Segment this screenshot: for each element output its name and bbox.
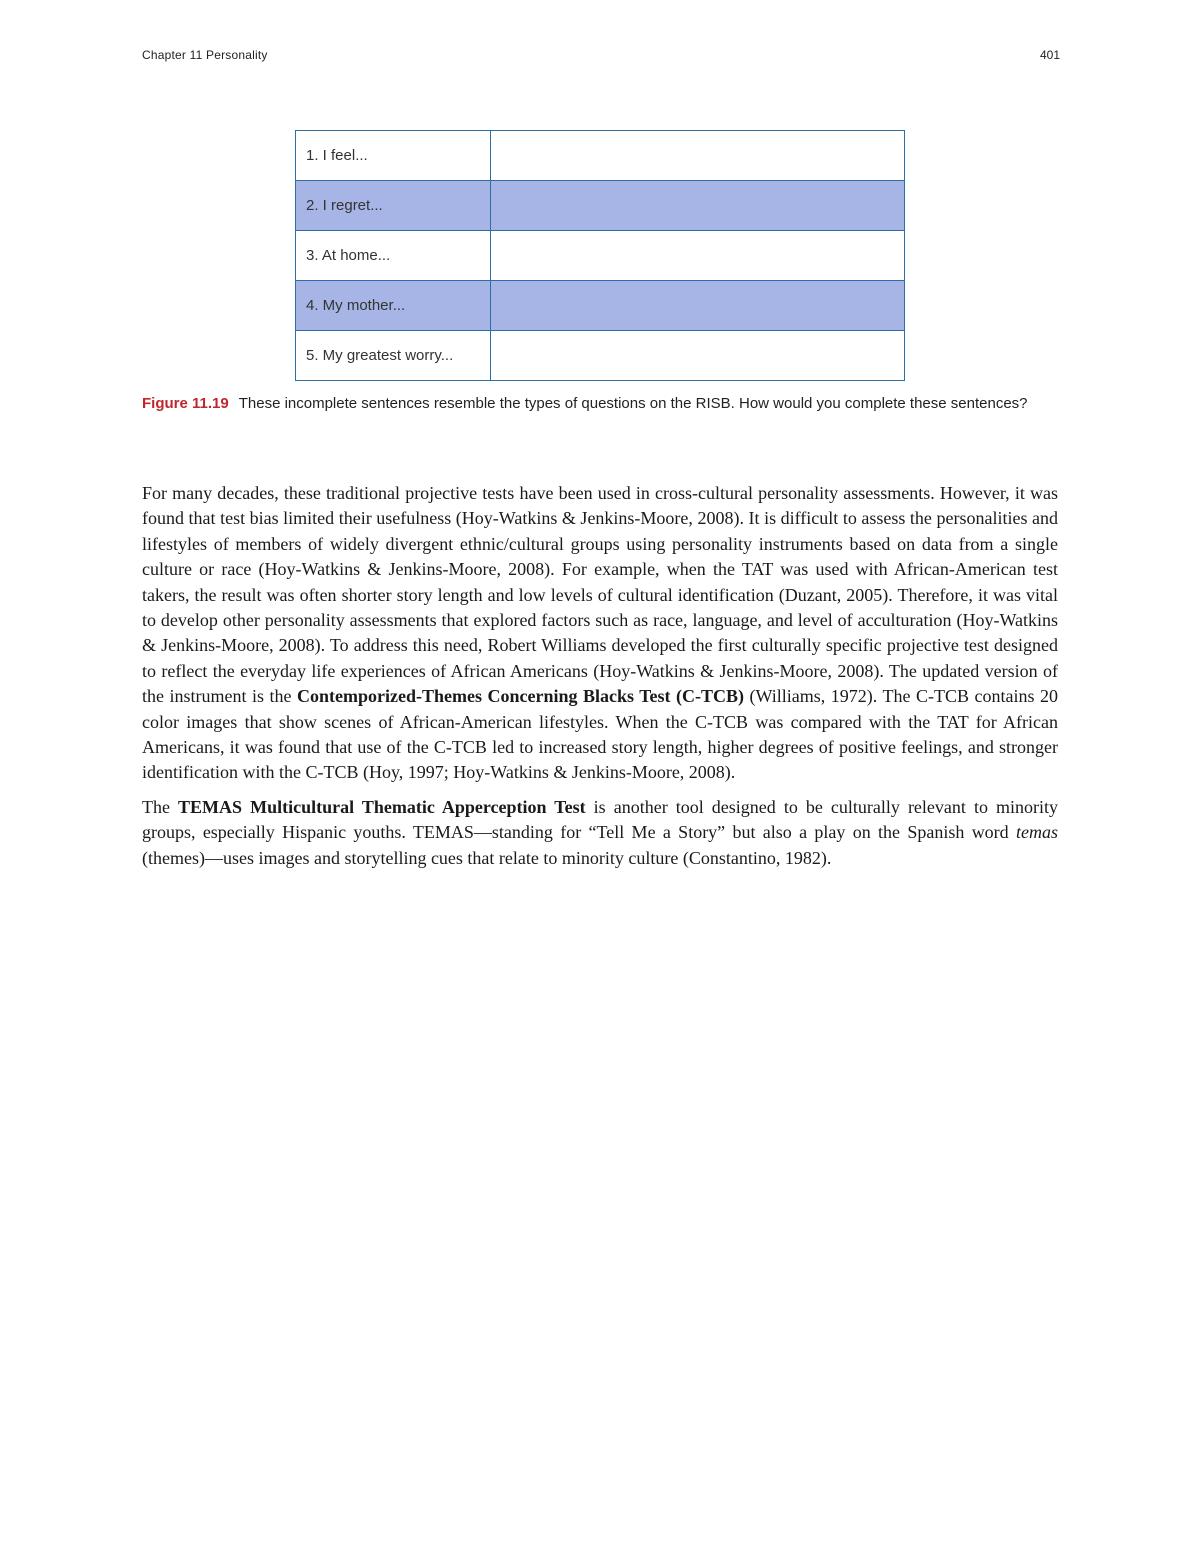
body-text bbox=[142, 481, 1058, 880]
response-cell bbox=[491, 281, 905, 331]
response-cell bbox=[491, 231, 905, 281]
prompt-cell: 3. At home... bbox=[296, 231, 491, 281]
table-row bbox=[296, 281, 905, 331]
sentence-completion-table bbox=[295, 130, 905, 381]
prompt-cell: 1. I feel... bbox=[296, 131, 491, 181]
page-number: 401 bbox=[1039, 48, 1060, 62]
text-run: (themes)—uses images and storytelling cues that relate to minority culture (Constantino, 1982). bbox=[142, 847, 832, 868]
running-header bbox=[142, 48, 1060, 66]
table-row bbox=[296, 181, 905, 231]
text-run: is another tool designed to be culturally relevant to minority groups, especially Hispanic youths. TEMAS—standing for “Tell Me a Story” but also a play on the Spanish word bbox=[142, 796, 1059, 843]
key-term: TEMAS Multicultural Thematic Apperception Test bbox=[178, 796, 586, 817]
figure-caption bbox=[142, 394, 1057, 414]
figure-label: Figure 11.19 bbox=[142, 395, 229, 412]
text-run: The bbox=[142, 796, 179, 817]
response-cell bbox=[491, 131, 905, 181]
key-term: Contemporized-Themes Concerning Blacks Test (C-TCB) bbox=[297, 686, 745, 707]
paragraph bbox=[142, 795, 1058, 871]
prompt-cell: 2. I regret... bbox=[296, 181, 491, 231]
prompt-cell: 5. My greatest worry... bbox=[296, 331, 491, 381]
chapter-title: Chapter 11 Personality bbox=[142, 48, 268, 62]
paragraph bbox=[142, 481, 1058, 786]
table-row bbox=[296, 331, 905, 381]
text-run: For many decades, these traditional projective tests have been used in cross-cultural personality assessments. However, it was found that test bias limited their usefulness (Hoy-Watkins & Jenkins-Moore, 2008). It is difficult to assess the personalities and lifestyles of members of widely divergent ethnic/cultural groups using personality instruments based on data from a single culture or race (Hoy-Watkins & Jenkins-Moore, 2008). For example, when the TAT was used with African-American test takers, the result was often shorter story length and low levels of cultural identification (Duzant, 2005). Therefore, it was vital to develop other personality assessments that explored factors such as race, language, and level of acculturation (Hoy-Watkins & Jenkins-Moore, 2008). To address this need, Robert Williams developed the first culturally specific projective test designed to reflect the everyday life experiences of African Americans (Hoy-Watkins & Jenkins-Moore, 2008). The updated version of the instrument is the bbox=[142, 483, 1058, 707]
response-cell bbox=[491, 331, 905, 381]
caption-text: These incomplete sentences resemble the types of questions on the RISB. How would you complete these sentences? bbox=[238, 395, 1028, 412]
table-row bbox=[296, 131, 905, 181]
prompt-cell: 4. My mother... bbox=[296, 281, 491, 331]
italic-term: temas bbox=[1016, 822, 1058, 843]
table-row bbox=[296, 231, 905, 281]
response-cell bbox=[491, 181, 905, 231]
text-run: (Williams, 1972). The C-TCB contains 20 color images that show scenes of African-American lifestyles. When the C-TCB was compared with the TAT for African Americans, it was found that use of the C-TCB led to increased story length, higher degrees of positive feelings, and stronger identification with the C-TCB (Hoy, 1997; Hoy-Watkins & Jenkins-Moore, 2008). bbox=[142, 686, 1058, 783]
